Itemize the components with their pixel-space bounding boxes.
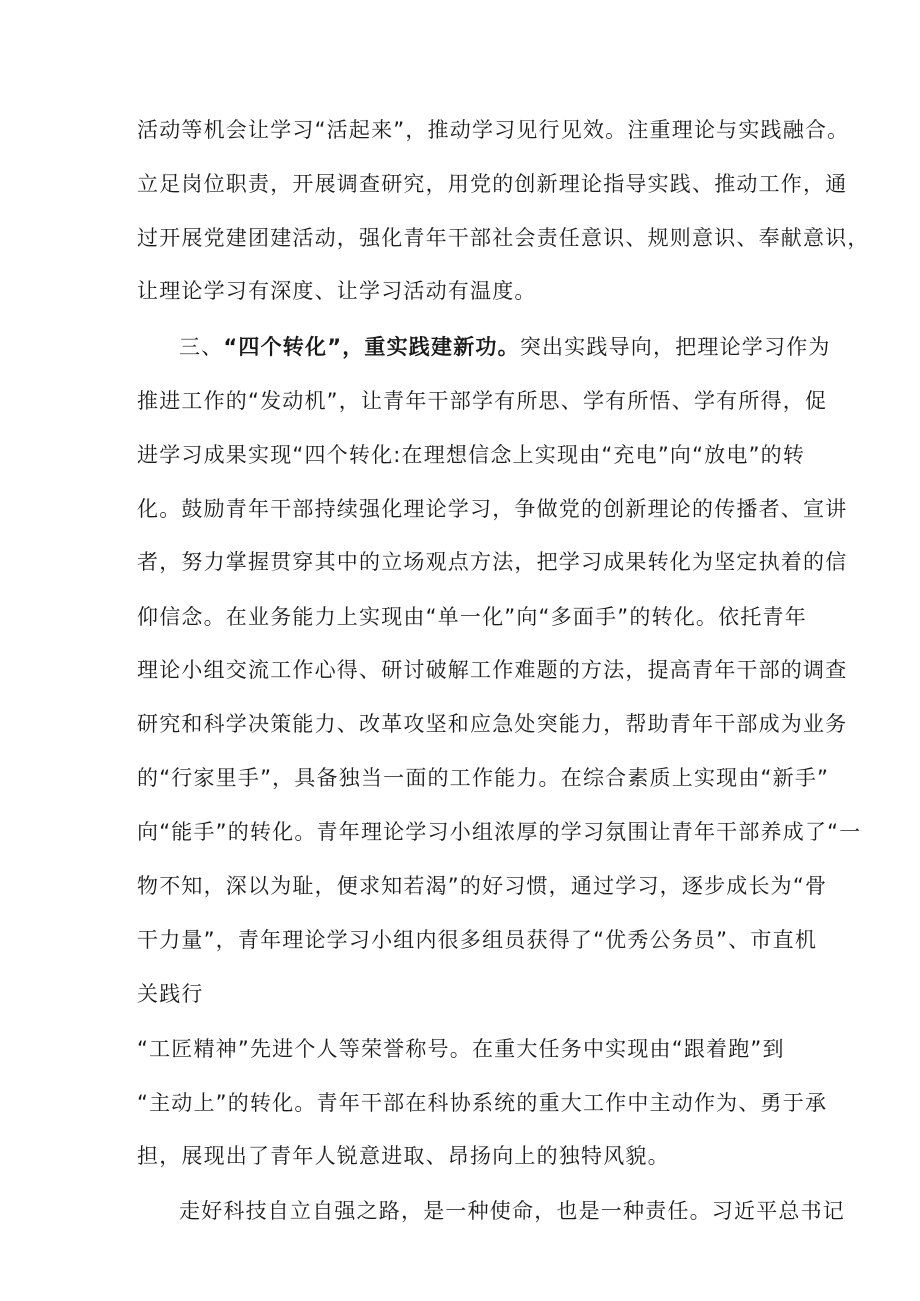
paragraph-1-line-2: 立足岗位职责，开展调查研究，用党的创新理论指导实践、推动工作，通: [137, 172, 848, 196]
paragraph-1-line-1: 活动等机会让学习“活起来”，推动学习见行见效。注重理论与实践融合。: [137, 118, 850, 142]
paragraph-2-line-13: 关践行: [137, 982, 204, 1006]
paragraph-2-line-1: [179, 333, 831, 361]
section-heading: “四个转化”，重实践建新功。: [223, 335, 520, 359]
paragraph-2-line-4: 化。鼓励青年干部持续强化理论学习，争做党的创新理论的传播者、宣讲: [137, 497, 848, 521]
section-number: 三、: [179, 335, 224, 359]
paragraph-2-line-2: 推进工作的“发动机”，让青年干部学有所思、学有所悟、学有所得，促: [137, 389, 828, 413]
paragraph-2-line-10: 向“能手”的转化。青年理论学习小组浓厚的学习氛围让青年干部养成了“一: [137, 820, 862, 844]
paragraph-2-line-16: 担，展现出了青年人锐意进取、昂扬向上的独特风貌。: [137, 1144, 670, 1168]
paragraph-2-line-1-text: 突出实践导向，把理论学习作为: [519, 335, 831, 359]
paragraph-3-line-1: 走好科技自立自强之路，是一种使命，也是一种责任。习近平总书记: [179, 1199, 845, 1223]
paragraph-2-line-12: 干力量”，青年理论学习小组内很多组员获得了“优秀公务员”、市直机: [137, 928, 818, 952]
paragraph-2-line-3: 进学习成果实现“四个转化:在理想信念上实现由“充电”向“放电”的转: [137, 443, 806, 467]
paragraph-2-line-15: “主动上”的转化。青年干部在科协系统的重大工作中主动作为、勇于承: [137, 1091, 828, 1115]
paragraph-2-line-7: 理论小组交流工作心得、研讨破解工作难题的方法，提高青年干部的调查: [137, 658, 848, 682]
paragraph-2-line-5: 者，努力掌握贯穿其中的立场观点方法，把学习成果转化为坚定执着的信: [137, 550, 848, 574]
paragraph-2-line-9: 的“行家里手”，具备独当一面的工作能力。在综合素质上实现由“新手”: [137, 766, 830, 790]
paragraph-2-line-11: 物不知，深以为耻，便求知若渴”的好习惯，通过学习，逐步成长为“骨: [137, 874, 828, 898]
paragraph-2-line-6: 仰信念。在业务能力上实现由“单一化”向“多面手”的转化。依托青年: [137, 605, 807, 629]
paragraph-1-line-3: 过开展党建团建活动，强化青年干部社会责任意识、规则意识、奉献意识，: [137, 226, 870, 250]
paragraph-2-line-8: 研究和科学决策能力、改革攻坚和应急处突能力，帮助青年干部成为业务: [137, 712, 848, 736]
paragraph-1-line-4: 让理论学习有深度、让学习活动有温度。: [137, 279, 537, 303]
paragraph-2-line-14: “工匠精神”先进个人等荣誉称号。在重大任务中实现由“跟着跑”到: [137, 1037, 785, 1061]
